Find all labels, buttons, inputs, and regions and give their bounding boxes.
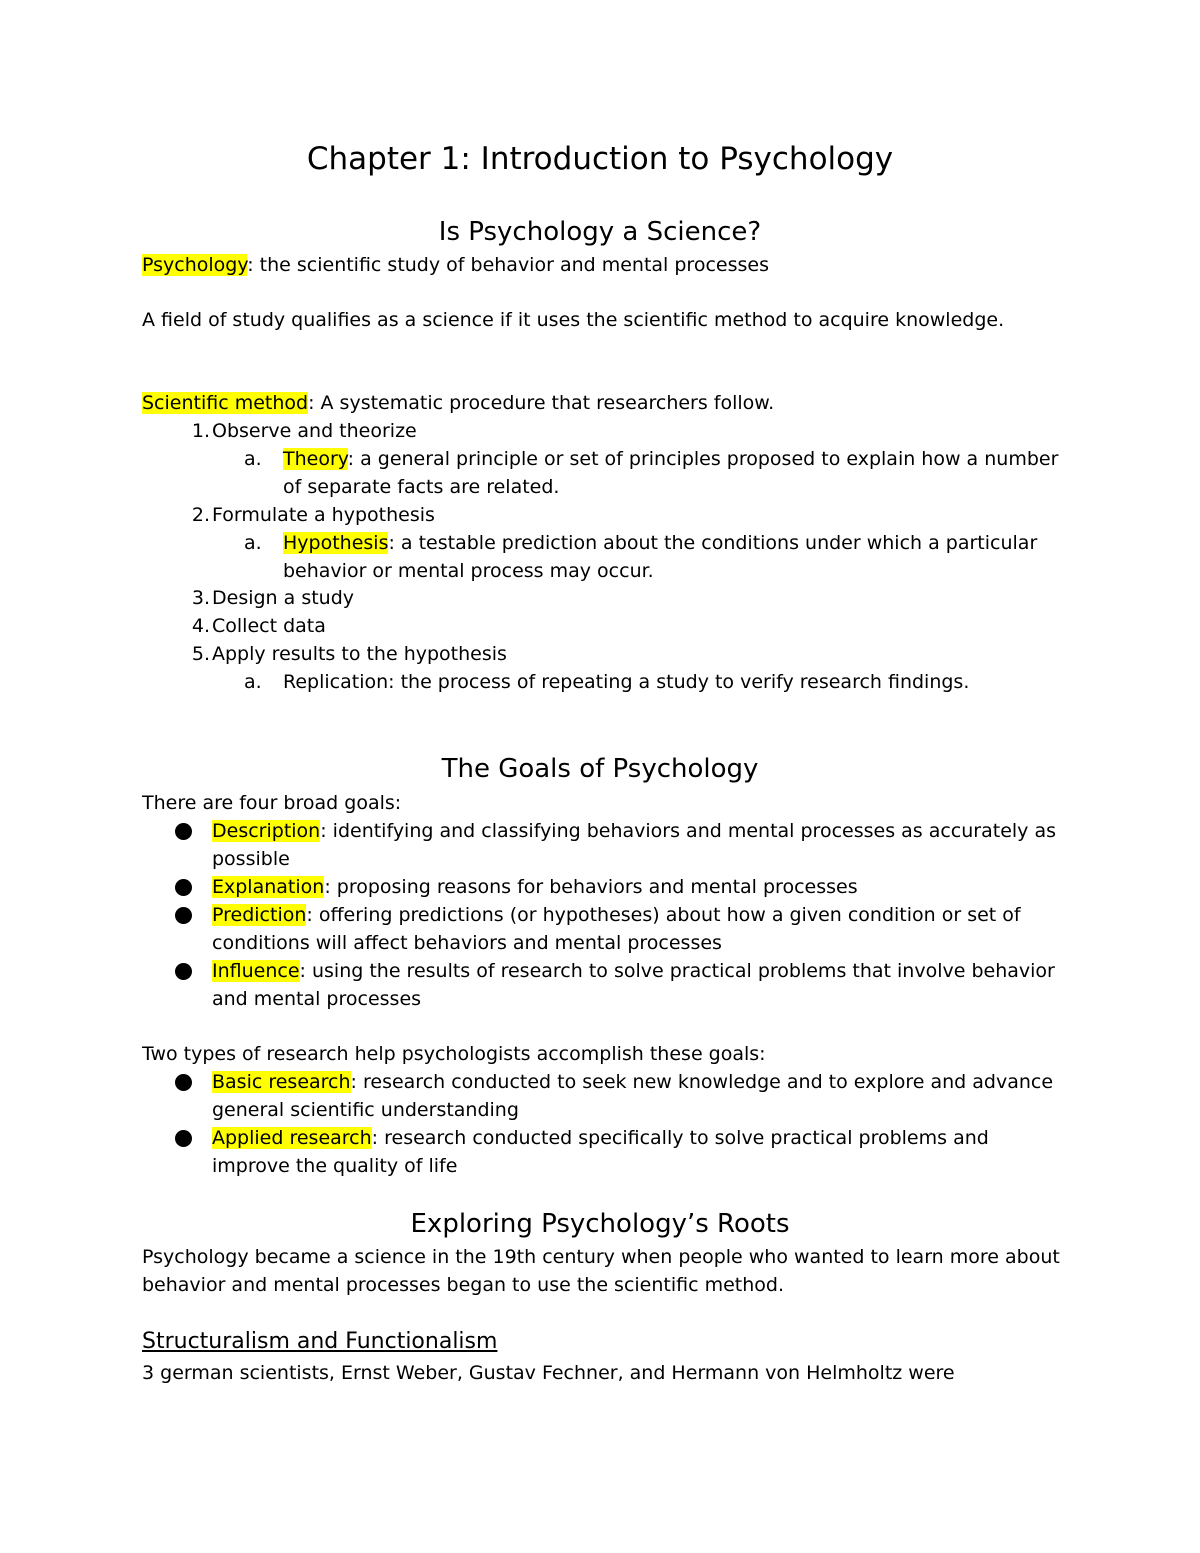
paragraph-german-scientists: 3 german scientists, Ernst Weber, Gustav Fechner, and Hermann von Helmholtz were bbox=[142, 1362, 955, 1384]
section-heading-science: Is Psychology a Science? bbox=[438, 217, 762, 247]
definition-text: : research conducted to seek new knowledge and to explore and advance general scientific understanding bbox=[212, 1071, 1054, 1121]
list-item-applied-research bbox=[212, 1124, 1072, 1180]
definition-scientific-method bbox=[142, 389, 1062, 417]
section-heading-roots: Exploring Psychology’s Roots bbox=[410, 1209, 790, 1239]
list-item-collect: Collect data bbox=[212, 615, 326, 637]
list-item-apply: Apply results to the hypothesis bbox=[212, 643, 507, 665]
paragraph-goals-intro: There are four broad goals: bbox=[142, 792, 402, 814]
bullet-icon bbox=[175, 823, 192, 840]
term-theory: Theory bbox=[283, 448, 348, 470]
section-heading-goals: The Goals of Psychology bbox=[441, 754, 759, 784]
definition-text: : using the results of research to solve practical problems that involve behavior and mental processes bbox=[212, 960, 1055, 1010]
paragraph-roots: Psychology became a science in the 19th century when people who wanted to learn more about behavior and mental processes began to use the scientific method. bbox=[142, 1246, 1060, 1296]
term-psychology: Psychology bbox=[142, 254, 248, 276]
list-item-design: Design a study bbox=[212, 587, 355, 609]
list-number-1: 1. bbox=[191, 420, 210, 442]
definition-text: : offering predictions (or hypotheses) about how a given condition or set of conditions will affect behaviors and mental processes bbox=[212, 904, 1021, 954]
term-hypothesis: Hypothesis bbox=[283, 532, 389, 554]
term-influence: Influence bbox=[212, 960, 300, 982]
list-number-2: 2. bbox=[191, 504, 210, 526]
sub-list-item-replication: Replication: the process of repeating a study to verify research findings. bbox=[283, 671, 970, 693]
list-number-5: 5. bbox=[191, 643, 210, 665]
term-explanation: Explanation bbox=[212, 876, 325, 898]
page-title: Chapter 1: Introduction to Psychology bbox=[306, 141, 894, 177]
paragraph-science-criteria: A field of study qualifies as a science if it uses the scientific method to acquire knowledge. bbox=[142, 309, 1005, 331]
definition-text: : a general principle or set of principles proposed to explain how a number of separate facts are related. bbox=[283, 448, 1059, 498]
bullet-icon bbox=[175, 1130, 192, 1147]
list-number-3: 3. bbox=[191, 587, 210, 609]
term-prediction: Prediction bbox=[212, 904, 307, 926]
term-applied-research: Applied research bbox=[212, 1127, 372, 1149]
sub-list-letter: a. bbox=[244, 448, 262, 470]
definition-text: : identifying and classifying behaviors and mental processes as accurately as possible bbox=[212, 820, 1056, 870]
term-scientific-method: Scientific method bbox=[142, 392, 309, 414]
bullet-icon bbox=[175, 1074, 192, 1091]
sub-list-letter: a. bbox=[244, 532, 262, 554]
definition-text: : the scientific study of behavior and mental processes bbox=[247, 254, 769, 276]
definition-text: : research conducted specifically to solve practical problems and improve the quality of life bbox=[212, 1127, 989, 1177]
list-item-description bbox=[212, 817, 1072, 873]
term-description: Description bbox=[212, 820, 321, 842]
sub-list-item-hypothesis bbox=[283, 529, 1063, 585]
list-number-4: 4. bbox=[191, 615, 210, 637]
sub-list-item-theory bbox=[283, 445, 1063, 501]
subheading-structuralism: Structuralism and Functionalism bbox=[142, 1329, 498, 1354]
bullet-icon bbox=[175, 879, 192, 896]
definition-text: : proposing reasons for behaviors and mental processes bbox=[324, 876, 858, 898]
list-item-basic-research bbox=[212, 1068, 1072, 1124]
definition-text: : A systematic procedure that researchers follow. bbox=[308, 392, 775, 414]
list-item-explanation bbox=[212, 873, 1072, 901]
list-item-prediction bbox=[212, 901, 1072, 957]
sub-list-letter: a. bbox=[244, 671, 262, 693]
bullet-icon bbox=[175, 963, 192, 980]
list-item-influence bbox=[212, 957, 1072, 1013]
definition-psychology bbox=[142, 251, 1062, 279]
list-item-hypothesis: Formulate a hypothesis bbox=[212, 504, 435, 526]
term-basic-research: Basic research bbox=[212, 1071, 351, 1093]
bullet-icon bbox=[175, 907, 192, 924]
definition-text: : a testable prediction about the conditions under which a particular behavior or mental process may occur. bbox=[283, 532, 1038, 582]
paragraph-research-intro: Two types of research help psychologists accomplish these goals: bbox=[142, 1043, 766, 1065]
list-item-observe: Observe and theorize bbox=[212, 420, 417, 442]
